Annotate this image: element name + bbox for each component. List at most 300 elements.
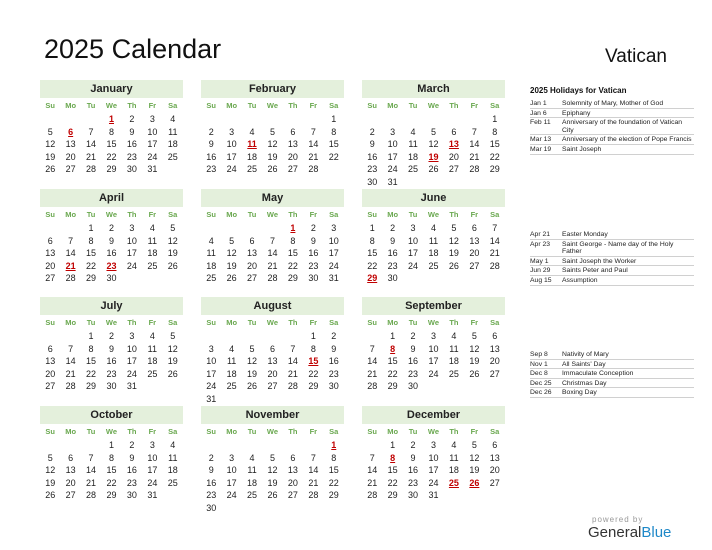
day-cell[interactable]: 30 bbox=[328, 381, 339, 392]
day-cell[interactable]: 20 bbox=[489, 356, 500, 367]
day-cell[interactable]: 22 bbox=[387, 477, 398, 488]
day-cell[interactable]: 26 bbox=[428, 164, 439, 175]
holiday-day[interactable]: 19 bbox=[428, 151, 439, 162]
day-cell[interactable]: 1 bbox=[369, 223, 375, 233]
day-cell[interactable]: 11 bbox=[226, 356, 237, 367]
day-cell[interactable]: 7 bbox=[290, 343, 296, 354]
day-cell[interactable]: 4 bbox=[149, 223, 155, 233]
day-cell[interactable]: 19 bbox=[469, 465, 480, 476]
day-cell[interactable]: 30 bbox=[106, 273, 117, 284]
day-cell[interactable]: 19 bbox=[45, 477, 56, 488]
day-cell[interactable]: 3 bbox=[410, 223, 416, 233]
day-cell[interactable]: 9 bbox=[410, 452, 416, 463]
day-cell[interactable]: 13 bbox=[45, 356, 56, 367]
day-cell[interactable]: 9 bbox=[208, 139, 214, 150]
day-cell[interactable]: 13 bbox=[247, 248, 258, 259]
day-cell[interactable]: 23 bbox=[408, 368, 419, 379]
day-cell[interactable]: 15 bbox=[328, 139, 339, 150]
day-cell[interactable]: 20 bbox=[45, 260, 56, 271]
holiday-day[interactable]: 1 bbox=[108, 114, 114, 124]
day-cell[interactable]: 10 bbox=[226, 139, 237, 150]
day-cell[interactable]: 8 bbox=[108, 126, 114, 137]
day-cell[interactable]: 29 bbox=[489, 164, 500, 175]
day-cell[interactable]: 9 bbox=[331, 343, 337, 354]
day-cell[interactable]: 10 bbox=[428, 343, 439, 354]
day-cell[interactable]: 27 bbox=[45, 273, 56, 284]
day-cell[interactable]: 23 bbox=[206, 164, 217, 175]
holiday-day[interactable]: 8 bbox=[390, 452, 396, 463]
day-cell[interactable]: 27 bbox=[287, 164, 298, 175]
day-cell[interactable]: 17 bbox=[226, 151, 237, 162]
day-cell[interactable]: 6 bbox=[451, 126, 457, 137]
day-cell[interactable]: 4 bbox=[208, 235, 214, 246]
day-cell[interactable]: 22 bbox=[287, 260, 298, 271]
day-cell[interactable]: 9 bbox=[410, 343, 416, 354]
day-cell[interactable]: 17 bbox=[147, 465, 158, 476]
day-cell[interactable]: 4 bbox=[451, 440, 457, 450]
day-cell[interactable]: 7 bbox=[310, 452, 316, 463]
day-cell[interactable]: 2 bbox=[390, 223, 396, 233]
day-cell[interactable]: 16 bbox=[408, 465, 419, 476]
day-cell[interactable]: 7 bbox=[88, 452, 94, 463]
day-cell[interactable]: 29 bbox=[328, 490, 339, 501]
day-cell[interactable]: 26 bbox=[267, 490, 278, 501]
day-cell[interactable]: 23 bbox=[328, 368, 339, 379]
day-cell[interactable]: 20 bbox=[489, 465, 500, 476]
day-cell[interactable]: 21 bbox=[267, 260, 278, 271]
day-cell[interactable]: 20 bbox=[267, 368, 278, 379]
day-cell[interactable]: 25 bbox=[408, 164, 419, 175]
day-cell[interactable]: 22 bbox=[387, 368, 398, 379]
day-cell[interactable]: 27 bbox=[287, 490, 298, 501]
day-cell[interactable]: 25 bbox=[147, 260, 158, 271]
day-cell[interactable]: 26 bbox=[226, 273, 237, 284]
day-cell[interactable]: 26 bbox=[167, 368, 178, 379]
day-cell[interactable]: 1 bbox=[331, 114, 337, 124]
holiday-day[interactable]: 11 bbox=[247, 139, 257, 150]
day-cell[interactable]: 5 bbox=[471, 440, 477, 450]
day-cell[interactable]: 8 bbox=[369, 235, 375, 246]
day-cell[interactable]: 11 bbox=[168, 452, 178, 463]
day-cell[interactable]: 2 bbox=[410, 331, 416, 341]
day-cell[interactable]: 3 bbox=[149, 114, 155, 124]
day-cell[interactable]: 27 bbox=[65, 164, 76, 175]
day-cell[interactable]: 31 bbox=[428, 490, 439, 501]
day-cell[interactable]: 4 bbox=[170, 440, 176, 450]
day-cell[interactable]: 27 bbox=[247, 273, 258, 284]
day-cell[interactable]: 18 bbox=[247, 151, 258, 162]
day-cell[interactable]: 3 bbox=[229, 126, 235, 137]
day-cell[interactable]: 30 bbox=[387, 273, 398, 284]
day-cell[interactable]: 3 bbox=[149, 440, 155, 450]
day-cell[interactable]: 26 bbox=[167, 260, 178, 271]
day-cell[interactable]: 22 bbox=[86, 260, 97, 271]
day-cell[interactable]: 19 bbox=[167, 248, 178, 259]
day-cell[interactable]: 16 bbox=[206, 477, 217, 488]
day-cell[interactable]: 24 bbox=[428, 477, 439, 488]
day-cell[interactable]: 14 bbox=[65, 248, 76, 259]
day-cell[interactable]: 19 bbox=[267, 151, 278, 162]
day-cell[interactable]: 4 bbox=[249, 452, 255, 463]
day-cell[interactable]: 6 bbox=[492, 331, 498, 341]
day-cell[interactable]: 3 bbox=[129, 331, 135, 341]
day-cell[interactable]: 13 bbox=[489, 343, 500, 354]
day-cell[interactable]: 6 bbox=[47, 235, 53, 246]
day-cell[interactable]: 16 bbox=[408, 356, 419, 367]
day-cell[interactable]: 4 bbox=[229, 343, 235, 354]
day-cell[interactable]: 15 bbox=[86, 356, 97, 367]
day-cell[interactable]: 2 bbox=[108, 223, 114, 233]
day-cell[interactable]: 2 bbox=[129, 440, 135, 450]
day-cell[interactable]: 11 bbox=[147, 235, 158, 246]
day-cell[interactable]: 2 bbox=[208, 126, 214, 137]
day-cell[interactable]: 9 bbox=[129, 452, 135, 463]
day-cell[interactable]: 19 bbox=[226, 260, 237, 271]
day-cell[interactable]: 28 bbox=[86, 490, 97, 501]
day-cell[interactable]: 25 bbox=[226, 381, 237, 392]
day-cell[interactable]: 21 bbox=[489, 248, 500, 259]
day-cell[interactable]: 11 bbox=[247, 465, 257, 476]
day-cell[interactable]: 10 bbox=[206, 356, 217, 367]
day-cell[interactable]: 21 bbox=[308, 151, 319, 162]
day-cell[interactable]: 29 bbox=[106, 490, 117, 501]
day-cell[interactable]: 25 bbox=[206, 273, 217, 284]
day-cell[interactable]: 25 bbox=[167, 477, 178, 488]
day-cell[interactable]: 13 bbox=[489, 452, 500, 463]
day-cell[interactable]: 4 bbox=[410, 126, 416, 137]
day-cell[interactable]: 27 bbox=[469, 260, 480, 271]
day-cell[interactable]: 26 bbox=[267, 164, 278, 175]
day-cell[interactable]: 1 bbox=[108, 440, 114, 450]
day-cell[interactable]: 15 bbox=[387, 465, 398, 476]
day-cell[interactable]: 23 bbox=[367, 164, 378, 175]
day-cell[interactable]: 18 bbox=[147, 248, 158, 259]
holiday-day[interactable]: 1 bbox=[331, 440, 337, 450]
day-cell[interactable]: 20 bbox=[65, 151, 76, 162]
day-cell[interactable]: 14 bbox=[65, 356, 76, 367]
day-cell[interactable]: 6 bbox=[290, 452, 296, 463]
day-cell[interactable]: 19 bbox=[45, 151, 56, 162]
day-cell[interactable]: 5 bbox=[47, 126, 53, 137]
day-cell[interactable]: 20 bbox=[65, 477, 76, 488]
day-cell[interactable]: 10 bbox=[387, 139, 398, 150]
day-cell[interactable]: 24 bbox=[387, 164, 398, 175]
holiday-day[interactable]: 23 bbox=[106, 260, 117, 271]
day-cell[interactable]: 4 bbox=[451, 331, 457, 341]
day-cell[interactable]: 23 bbox=[408, 477, 419, 488]
day-cell[interactable]: 4 bbox=[430, 223, 436, 233]
day-cell[interactable]: 10 bbox=[408, 235, 419, 246]
day-cell[interactable]: 13 bbox=[65, 139, 76, 150]
day-cell[interactable]: 5 bbox=[229, 235, 235, 246]
day-cell[interactable]: 4 bbox=[149, 331, 155, 341]
day-cell[interactable]: 14 bbox=[469, 139, 480, 150]
day-cell[interactable]: 23 bbox=[387, 260, 398, 271]
day-cell[interactable]: 5 bbox=[249, 343, 255, 354]
day-cell[interactable]: 1 bbox=[390, 331, 396, 341]
day-cell[interactable]: 13 bbox=[287, 465, 298, 476]
day-cell[interactable]: 6 bbox=[269, 343, 275, 354]
day-cell[interactable]: 16 bbox=[206, 151, 217, 162]
day-cell[interactable]: 5 bbox=[170, 223, 176, 233]
day-cell[interactable]: 20 bbox=[469, 248, 480, 259]
day-cell[interactable]: 7 bbox=[68, 343, 74, 354]
day-cell[interactable]: 6 bbox=[471, 223, 477, 233]
holiday-day[interactable]: 26 bbox=[469, 477, 480, 488]
day-cell[interactable]: 17 bbox=[408, 248, 419, 259]
day-cell[interactable]: 8 bbox=[310, 343, 316, 354]
day-cell[interactable]: 3 bbox=[208, 343, 214, 354]
day-cell[interactable]: 15 bbox=[489, 139, 500, 150]
day-cell[interactable]: 27 bbox=[45, 381, 56, 392]
day-cell[interactable]: 10 bbox=[328, 235, 339, 246]
day-cell[interactable]: 7 bbox=[471, 126, 477, 137]
day-cell[interactable]: 25 bbox=[247, 490, 258, 501]
day-cell[interactable]: 25 bbox=[167, 151, 178, 162]
day-cell[interactable]: 28 bbox=[86, 164, 97, 175]
day-cell[interactable]: 18 bbox=[206, 260, 217, 271]
day-cell[interactable]: 7 bbox=[88, 126, 94, 137]
day-cell[interactable]: 11 bbox=[206, 248, 216, 259]
day-cell[interactable]: 15 bbox=[387, 356, 398, 367]
day-cell[interactable]: 12 bbox=[247, 356, 258, 367]
day-cell[interactable]: 6 bbox=[47, 343, 53, 354]
day-cell[interactable]: 1 bbox=[310, 331, 316, 341]
holiday-day[interactable]: 21 bbox=[65, 260, 76, 271]
day-cell[interactable]: 13 bbox=[45, 248, 56, 259]
day-cell[interactable]: 7 bbox=[369, 343, 375, 354]
day-cell[interactable]: 25 bbox=[147, 368, 158, 379]
holiday-day[interactable]: 13 bbox=[448, 139, 459, 150]
day-cell[interactable]: 11 bbox=[147, 343, 158, 354]
day-cell[interactable]: 29 bbox=[308, 381, 319, 392]
day-cell[interactable]: 8 bbox=[108, 452, 114, 463]
day-cell[interactable]: 14 bbox=[86, 465, 97, 476]
day-cell[interactable]: 17 bbox=[206, 368, 217, 379]
day-cell[interactable]: 17 bbox=[387, 151, 398, 162]
day-cell[interactable]: 9 bbox=[310, 235, 316, 246]
day-cell[interactable]: 24 bbox=[408, 260, 419, 271]
day-cell[interactable]: 6 bbox=[68, 452, 74, 463]
day-cell[interactable]: 22 bbox=[308, 368, 319, 379]
day-cell[interactable]: 23 bbox=[308, 260, 319, 271]
day-cell[interactable]: 21 bbox=[65, 368, 76, 379]
day-cell[interactable]: 5 bbox=[471, 331, 477, 341]
day-cell[interactable]: 6 bbox=[290, 126, 296, 137]
day-cell[interactable]: 23 bbox=[126, 151, 137, 162]
day-cell[interactable]: 12 bbox=[469, 452, 480, 463]
day-cell[interactable]: 29 bbox=[86, 273, 97, 284]
day-cell[interactable]: 10 bbox=[428, 452, 439, 463]
day-cell[interactable]: 31 bbox=[147, 164, 158, 175]
day-cell[interactable]: 19 bbox=[247, 368, 258, 379]
day-cell[interactable]: 22 bbox=[328, 477, 339, 488]
day-cell[interactable]: 21 bbox=[367, 368, 378, 379]
day-cell[interactable]: 29 bbox=[86, 381, 97, 392]
day-cell[interactable]: 18 bbox=[167, 465, 178, 476]
day-cell[interactable]: 14 bbox=[367, 356, 378, 367]
day-cell[interactable]: 24 bbox=[126, 260, 137, 271]
day-cell[interactable]: 26 bbox=[45, 164, 56, 175]
day-cell[interactable]: 15 bbox=[106, 139, 117, 150]
day-cell[interactable]: 9 bbox=[208, 465, 214, 476]
holiday-day[interactable]: 15 bbox=[308, 356, 319, 367]
day-cell[interactable]: 16 bbox=[126, 139, 137, 150]
day-cell[interactable]: 18 bbox=[226, 368, 237, 379]
day-cell[interactable]: 30 bbox=[206, 502, 217, 513]
day-cell[interactable]: 1 bbox=[88, 223, 94, 233]
day-cell[interactable]: 24 bbox=[226, 490, 237, 501]
day-cell[interactable]: 5 bbox=[47, 452, 53, 463]
day-cell[interactable]: 3 bbox=[430, 331, 436, 341]
day-cell[interactable]: 12 bbox=[469, 343, 480, 354]
day-cell[interactable]: 14 bbox=[367, 465, 378, 476]
day-cell[interactable]: 28 bbox=[308, 164, 319, 175]
day-cell[interactable]: 8 bbox=[331, 452, 337, 463]
day-cell[interactable]: 24 bbox=[147, 151, 158, 162]
day-cell[interactable]: 7 bbox=[269, 235, 275, 246]
day-cell[interactable]: 27 bbox=[267, 381, 278, 392]
day-cell[interactable]: 16 bbox=[387, 248, 398, 259]
day-cell[interactable]: 29 bbox=[287, 273, 298, 284]
holiday-day[interactable]: 25 bbox=[448, 477, 459, 488]
day-cell[interactable]: 2 bbox=[369, 126, 375, 137]
day-cell[interactable]: 28 bbox=[267, 273, 278, 284]
day-cell[interactable]: 17 bbox=[126, 248, 137, 259]
day-cell[interactable]: 30 bbox=[367, 176, 378, 187]
day-cell[interactable]: 5 bbox=[269, 126, 275, 137]
day-cell[interactable]: 28 bbox=[367, 490, 378, 501]
day-cell[interactable]: 2 bbox=[208, 452, 214, 463]
day-cell[interactable]: 28 bbox=[367, 381, 378, 392]
day-cell[interactable]: 20 bbox=[448, 151, 459, 162]
day-cell[interactable]: 7 bbox=[68, 235, 74, 246]
day-cell[interactable]: 27 bbox=[65, 490, 76, 501]
day-cell[interactable]: 31 bbox=[387, 176, 398, 187]
day-cell[interactable]: 22 bbox=[328, 151, 339, 162]
day-cell[interactable]: 5 bbox=[430, 126, 436, 137]
day-cell[interactable]: 26 bbox=[45, 490, 56, 501]
holiday-day[interactable]: 29 bbox=[367, 273, 378, 284]
day-cell[interactable]: 26 bbox=[448, 260, 459, 271]
day-cell[interactable]: 14 bbox=[86, 139, 97, 150]
day-cell[interactable]: 10 bbox=[126, 235, 137, 246]
day-cell[interactable]: 3 bbox=[229, 452, 235, 463]
day-cell[interactable]: 7 bbox=[369, 452, 375, 463]
day-cell[interactable]: 14 bbox=[267, 248, 278, 259]
day-cell[interactable]: 13 bbox=[287, 139, 298, 150]
day-cell[interactable]: 31 bbox=[206, 393, 217, 404]
day-cell[interactable]: 22 bbox=[106, 151, 117, 162]
day-cell[interactable]: 25 bbox=[428, 260, 439, 271]
day-cell[interactable]: 9 bbox=[129, 126, 135, 137]
day-cell[interactable]: 17 bbox=[147, 139, 158, 150]
day-cell[interactable]: 28 bbox=[469, 164, 480, 175]
day-cell[interactable]: 28 bbox=[287, 381, 298, 392]
day-cell[interactable]: 18 bbox=[167, 139, 178, 150]
day-cell[interactable]: 17 bbox=[428, 356, 439, 367]
day-cell[interactable]: 26 bbox=[469, 368, 480, 379]
day-cell[interactable]: 8 bbox=[88, 343, 94, 354]
day-cell[interactable]: 8 bbox=[290, 235, 296, 246]
day-cell[interactable]: 9 bbox=[108, 343, 114, 354]
day-cell[interactable]: 30 bbox=[408, 490, 419, 501]
day-cell[interactable]: 16 bbox=[367, 151, 378, 162]
day-cell[interactable]: 3 bbox=[129, 223, 135, 233]
day-cell[interactable]: 1 bbox=[492, 114, 498, 124]
day-cell[interactable]: 15 bbox=[328, 465, 339, 476]
day-cell[interactable]: 25 bbox=[448, 368, 459, 379]
day-cell[interactable]: 1 bbox=[88, 331, 94, 341]
day-cell[interactable]: 16 bbox=[328, 356, 339, 367]
day-cell[interactable]: 5 bbox=[170, 331, 176, 341]
day-cell[interactable]: 12 bbox=[267, 465, 278, 476]
day-cell[interactable]: 19 bbox=[267, 477, 278, 488]
day-cell[interactable]: 22 bbox=[489, 151, 500, 162]
day-cell[interactable]: 25 bbox=[247, 164, 258, 175]
day-cell[interactable]: 28 bbox=[65, 381, 76, 392]
day-cell[interactable]: 12 bbox=[448, 235, 459, 246]
day-cell[interactable]: 24 bbox=[126, 368, 137, 379]
day-cell[interactable]: 24 bbox=[428, 368, 439, 379]
day-cell[interactable]: 30 bbox=[126, 490, 137, 501]
day-cell[interactable]: 3 bbox=[390, 126, 396, 137]
day-cell[interactable]: 20 bbox=[247, 260, 258, 271]
day-cell[interactable]: 24 bbox=[147, 477, 158, 488]
day-cell[interactable]: 22 bbox=[86, 368, 97, 379]
holiday-day[interactable]: 1 bbox=[290, 223, 296, 233]
day-cell[interactable]: 5 bbox=[269, 452, 275, 463]
day-cell[interactable]: 18 bbox=[408, 151, 419, 162]
day-cell[interactable]: 11 bbox=[449, 452, 459, 463]
day-cell[interactable]: 4 bbox=[249, 126, 255, 137]
day-cell[interactable]: 18 bbox=[448, 465, 459, 476]
day-cell[interactable]: 12 bbox=[45, 465, 56, 476]
day-cell[interactable]: 12 bbox=[167, 235, 178, 246]
day-cell[interactable]: 11 bbox=[449, 343, 459, 354]
day-cell[interactable]: 14 bbox=[308, 139, 319, 150]
day-cell[interactable]: 13 bbox=[65, 465, 76, 476]
day-cell[interactable]: 17 bbox=[226, 477, 237, 488]
holiday-day[interactable]: 8 bbox=[390, 343, 396, 354]
day-cell[interactable]: 19 bbox=[448, 248, 459, 259]
day-cell[interactable]: 17 bbox=[328, 248, 339, 259]
day-cell[interactable]: 29 bbox=[106, 164, 117, 175]
day-cell[interactable]: 10 bbox=[147, 452, 158, 463]
day-cell[interactable]: 21 bbox=[86, 477, 97, 488]
day-cell[interactable]: 18 bbox=[428, 248, 439, 259]
day-cell[interactable]: 11 bbox=[168, 126, 178, 137]
day-cell[interactable]: 15 bbox=[86, 248, 97, 259]
day-cell[interactable]: 2 bbox=[331, 331, 337, 341]
day-cell[interactable]: 27 bbox=[448, 164, 459, 175]
day-cell[interactable]: 17 bbox=[126, 356, 137, 367]
day-cell[interactable]: 18 bbox=[448, 356, 459, 367]
day-cell[interactable]: 30 bbox=[308, 273, 319, 284]
day-cell[interactable]: 30 bbox=[408, 381, 419, 392]
day-cell[interactable]: 21 bbox=[287, 368, 298, 379]
day-cell[interactable]: 31 bbox=[126, 381, 137, 392]
day-cell[interactable]: 12 bbox=[45, 139, 56, 150]
day-cell[interactable]: 6 bbox=[492, 440, 498, 450]
day-cell[interactable]: 9 bbox=[108, 235, 114, 246]
day-cell[interactable]: 27 bbox=[489, 368, 500, 379]
day-cell[interactable]: 14 bbox=[308, 465, 319, 476]
day-cell[interactable]: 11 bbox=[408, 139, 418, 150]
day-cell[interactable]: 13 bbox=[469, 235, 480, 246]
day-cell[interactable]: 17 bbox=[428, 465, 439, 476]
day-cell[interactable]: 28 bbox=[65, 273, 76, 284]
